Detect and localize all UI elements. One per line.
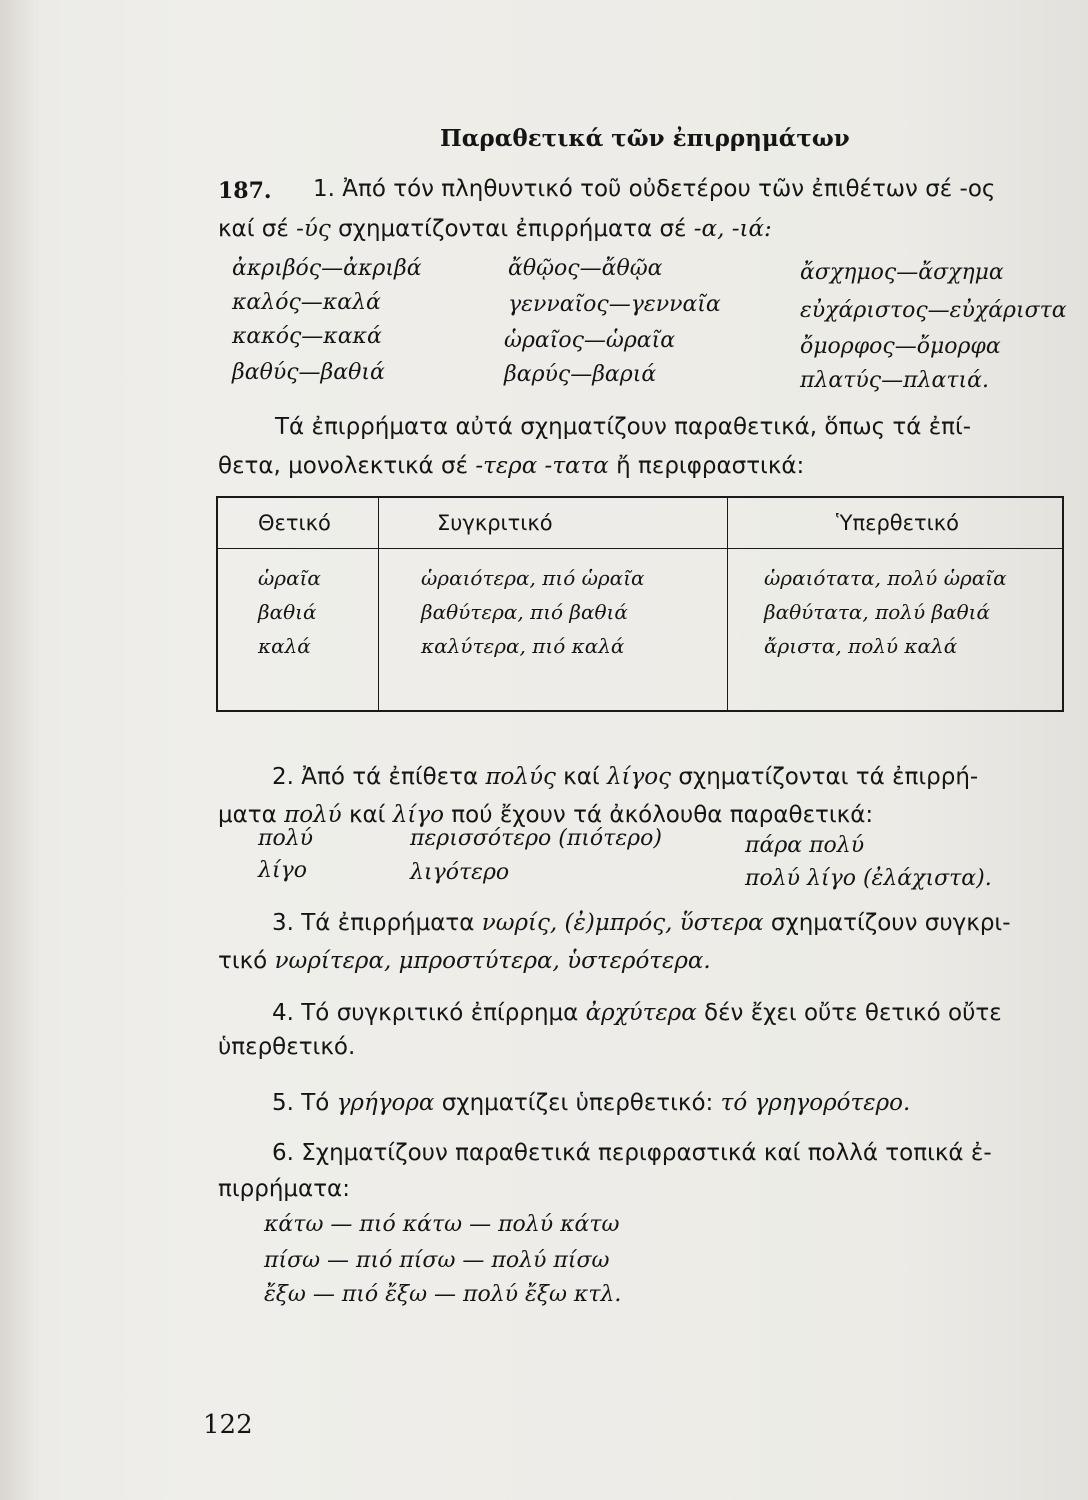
adverb-form: λιγότερο [410,860,510,885]
paragraph-3-line-2: ματα πολύ καί λίγο πού ἔχουν τά ἀκόλουθα παραθετικά: [218,802,874,828]
table-row [217,549,1063,712]
paragraph-7-line-1: 6. Σχηματίζουν παραθετικά περιφραστικά καί πολλά τοπικά ἐ- [272,1140,992,1166]
table-cell-line: ἄριστα, πολύ καλά [764,634,958,658]
header-positive: Θετικό [217,497,379,549]
paragraph-5-line-1: 4. Τό συγκριτικό ἐπίρρημα ἀρχύτερα δέν ἔχει οὔτε θετικό οὔτε [272,1000,1002,1026]
paragraph-3-line-1: 2. Ἀπό τά ἐπίθετα πολύς καί λίγος σχηματίζονται τά ἐπιρρή- [272,764,979,790]
example-word-pair: καλός—καλά [232,290,381,315]
paragraph-1-line-1: 1. Ἀπό τόν πληθυντικό τοῦ οὐδετέρου τῶν ἐπιθέτων σέ -ος [313,176,996,202]
table-cell-line: ὡραῖα [258,566,321,590]
local-adverb-forms: πίσω — πιό πίσω — πολύ πίσω [264,1248,610,1273]
paragraph-5-line-2: ὑπερθετικό. [218,1034,356,1060]
table-cell-line: ὡραιότατα, πολύ ὡραῖα [764,566,1007,590]
comparative-cell [379,549,728,712]
table-cell-line: ὡραιότερα, πιό ὡραῖα [421,566,645,590]
example-word-pair: ὡραῖος—ὡραῖα [504,328,676,353]
example-word-pair: βαθύς—βαθιά [232,360,385,385]
example-word-pair: γενναῖος—γενναῖα [508,292,721,317]
superlative-cell [728,549,1064,712]
section-title: Παραθετικά τῶν ἐπιρρημάτων [440,125,850,152]
section-number: 187. [218,178,272,204]
header-comparative: Συγκριτικό [379,497,728,549]
paragraph-7-line-2: πιρρήματα: [218,1176,350,1202]
adverb-form: λίγο [258,858,307,883]
example-word-pair: ὄμορφος—ὄμορφα [800,334,1001,359]
adverb-form: περισσότερο (πιότερο) [410,826,662,851]
paragraph-2-line-2: θετα, μονολεκτικά σέ -τερα -τατα ἤ περιφραστικά: [218,453,805,479]
page-number: 122 [203,1410,253,1440]
paragraph-6: 5. Τό γρήγορα σχηματίζει ὑπερθετικό: τό γρηγορότερο. [272,1090,911,1116]
positive-cell [217,549,379,712]
example-word-pair: κακός—κακά [232,324,382,349]
adverb-form: πολύ [258,826,314,851]
header-superlative: Ὑπερθετικό [728,497,1064,549]
example-word-pair: πλατύς—πλατιά. [800,368,990,393]
example-word-pair: βαρύς—βαριά [504,362,657,387]
paragraph-1-line-2: καί σέ -ύς σχηματίζονται ἐπιρρήματα σέ -α, -ιά: [218,216,772,242]
table-cell-line: καλά [258,634,311,658]
paragraph-2-line-1: Τά ἐπιρρήματα αὐτά σχηματίζουν παραθετικά, ὅπως τά ἐπί- [275,414,972,440]
adverb-form: πάρα πολύ [745,833,865,858]
table-cell-line: καλύτερα, πιό καλά [421,634,625,658]
paragraph-4-line-1: 3. Τά ἐπιρρήματα νωρίς, (ἐ)μπρός, ὕστερα σχηματίζουν συγκρι- [272,910,1011,936]
comparison-table [216,496,1064,712]
adverb-form: πολύ λίγο (ἐλάχιστα). [745,866,992,891]
table-cell-line: βαθιά [258,600,317,624]
table-cell-line: βαθύτατα, πολύ βαθιά [764,600,990,624]
paragraph-4-line-2: τικό νωρίτερα, μπροστύτερα, ὑστερότερα. [218,948,711,974]
example-word-pair: εὐχάριστος—εὐχάριστα [800,298,1067,323]
example-word-pair: ἄσχημος—ἄσχημα [800,260,1004,285]
example-word-pair: ἀκριβός—ἀκριβά [232,256,422,281]
local-adverb-forms: ἔξω — πιό ἔξω — πολύ ἔξω κτλ. [264,1282,622,1307]
example-word-pair: ἄθῷος—ἄθῷα [508,256,663,281]
table-cell-line: βαθύτερα, πιό βαθιά [421,600,628,624]
local-adverb-forms: κάτω — πιό κάτω — πολύ κάτω [264,1212,620,1237]
table-header-row [217,497,1063,549]
